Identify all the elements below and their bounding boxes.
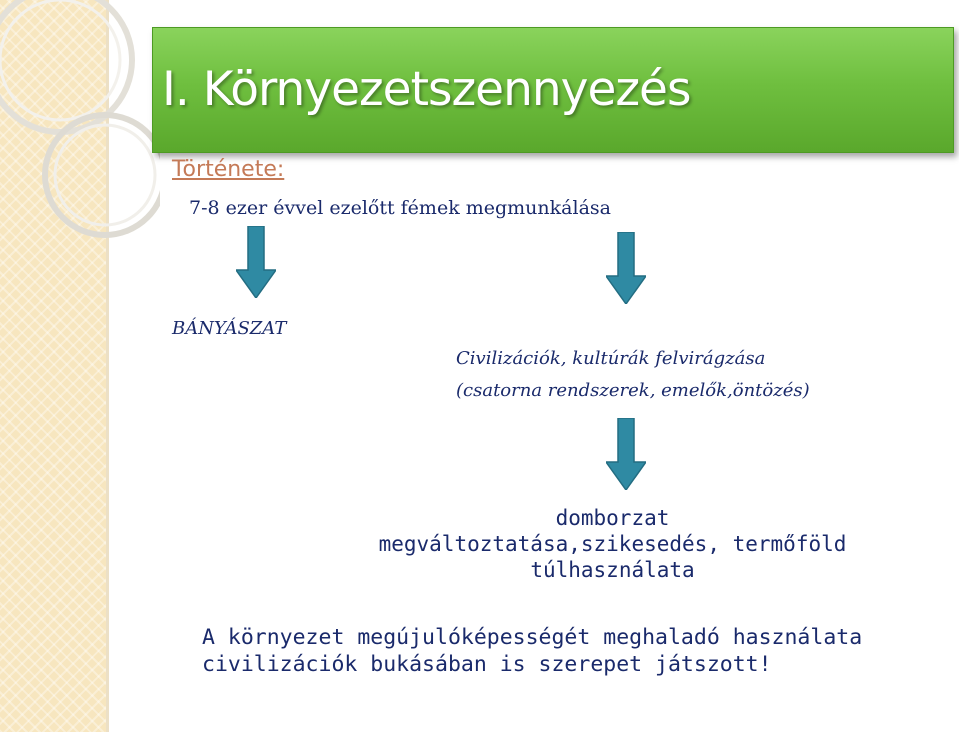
consequence-line-1: domborzat — [555, 506, 670, 530]
conclusion-line-1: A környezet megújulóképességét meghaladó használata — [202, 625, 863, 650]
ring-decoration — [0, 0, 160, 300]
conclusion-block — [202, 624, 952, 678]
civilizations-line-2: (csatorna rendszerek, emelők,öntözés) — [456, 380, 810, 401]
consequence-line-3: túlhasználata — [530, 558, 695, 582]
down-arrow-icon — [606, 418, 646, 490]
down-arrow-icon — [606, 232, 646, 304]
history-subheading: Története: — [172, 157, 285, 182]
conclusion-line-2: civilizációk bukásában is szerepet játszott! — [202, 652, 772, 677]
mining-label: BÁNYÁSZAT — [172, 318, 287, 339]
consequence-block — [340, 505, 885, 583]
civilizations-line-1: Civilizációk, kultúrák felvirágzása — [456, 348, 766, 369]
consequence-line-2: megváltoztatása,szikesedés, termőföld — [378, 532, 847, 556]
slide-title: I. Környezetszennyezés — [162, 62, 691, 117]
down-arrow-icon — [236, 226, 276, 298]
history-line: 7-8 ezer évvel ezelőtt fémek megmunkálása — [189, 197, 611, 219]
